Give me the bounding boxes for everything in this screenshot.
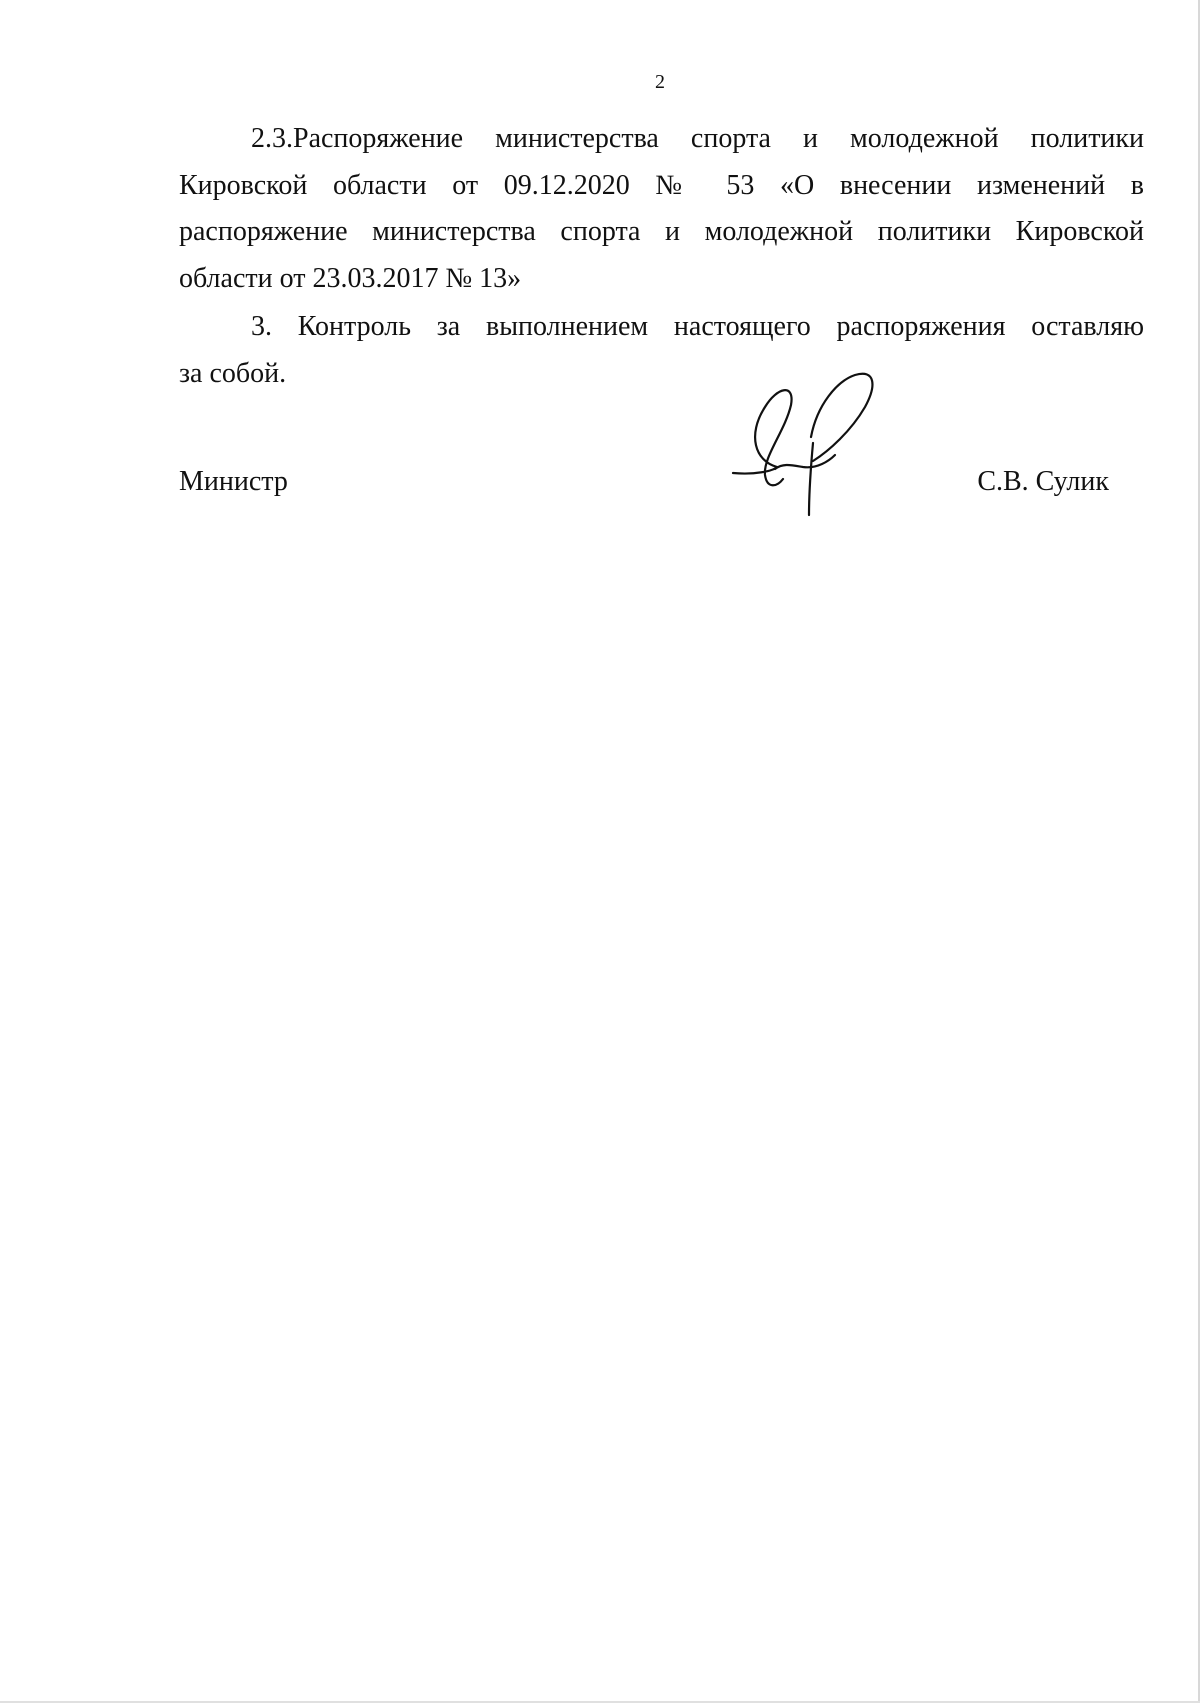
page-number: 2 (655, 71, 665, 93)
paragraph-item-3 (179, 304, 1144, 397)
signature-block (179, 463, 1109, 503)
paragraph-line: Кировской области от 09.12.2020 № 53 «О внесении изменений в (179, 169, 1144, 201)
paragraph-item-2-3 (179, 116, 1144, 302)
paragraph-line: области от 23.03.2017 № 13» (179, 262, 522, 294)
signatory-title: Министр (179, 466, 288, 497)
document-body (179, 116, 1144, 397)
paragraph-line: за собой. (179, 357, 287, 389)
paragraph-line: распоряжение министерства спорта и молодежной политики Кировской (179, 216, 1144, 247)
paragraph-line: 3. Контроль за выполнением настоящего распоряжения оставляю (251, 311, 1144, 342)
signatory-name: С.В. Сулик (977, 466, 1109, 497)
paragraph-line: 2.3.Распоряжение министерства спорта и молодежной политики (251, 123, 1144, 154)
